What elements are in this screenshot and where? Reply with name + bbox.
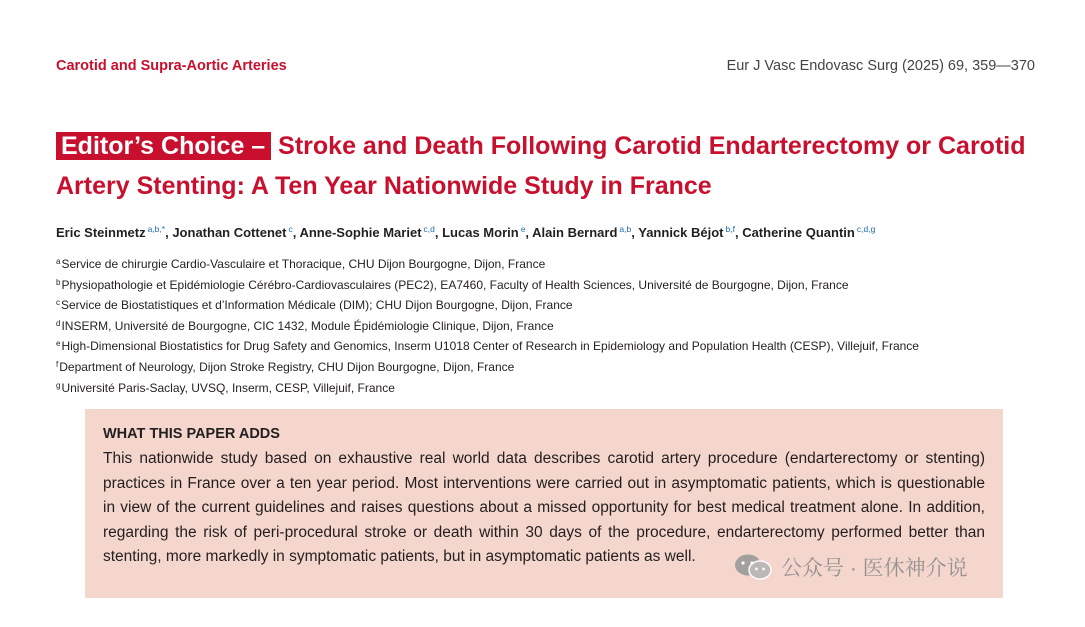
author-affil-ref[interactable]: e xyxy=(520,224,526,234)
affiliation-item: $^c$Service de Biostatistiques et d’Information Médicale (DIM); CHU Dijon Bourgogne, Dijon, France xyxy=(56,298,573,313)
author-affil-ref[interactable]: a,b xyxy=(619,224,632,234)
author[interactable]: Anne-Sophie Mariet $^{c,d}$ xyxy=(299,224,435,240)
article-title xyxy=(56,126,1046,206)
editors-choice-badge: Editor’s Choice – xyxy=(56,132,271,160)
journal-section: Carotid and Supra-Aortic Arteries xyxy=(56,58,287,74)
author-affil-ref[interactable]: c xyxy=(288,224,293,234)
affiliation-list xyxy=(56,253,1056,397)
box-body: This nationwide study based on exhaustive real world data describes carotid artery procedure (endarterectomy or stenting) practices in France over a ten year period. Most interventions were carried out in asymptomatic patients, which is questionable in view of the current guidelines and raises questions about a missed opportunity for best medical treatment alone. In addition, regarding the risk of peri-procedural stroke or death within 30 days of the procedure, endarterectomy performed better than stenting, more markedly in symptomatic patients, but in asymptomatic patients as well. xyxy=(103,450,985,565)
author[interactable]: Alain Bernard $^{a,b}$ xyxy=(532,224,632,240)
affiliation-item: $^f$Department of Neurology, Dijon Stroke Registry, CHU Dijon Bourgogne, Dijon, France xyxy=(56,359,515,374)
affiliation-item: $^d$INSERM, Université de Bourgogne, CIC 1432, Module Épidémiologie Clinique, Dijon, France xyxy=(56,318,554,333)
affiliation-item: $^a$Service de chirurgie Cardio-Vasculaire et Thoracique, CHU Dijon Bourgogne, Dijon, France xyxy=(56,257,546,271)
author[interactable]: Eric Steinmetz $^{a,b,*}$ xyxy=(56,224,166,240)
affiliation-item: $^b$Physiopathologie et Epidémiologie Cérébro-Cardiovasculaires (PEC2), EA7460, Faculty of Health Sciences, Université de Bourgogne, Dijon, France xyxy=(56,277,849,292)
author[interactable]: Lucas Morin $^e$ xyxy=(442,224,526,240)
journal-citation: Eur J Vasc Endovasc Surg (2025) 69, 359—370 xyxy=(726,58,1035,74)
wechat-icon xyxy=(731,552,775,582)
author-list: Eric Steinmetz $^{a,b,*}$, Jonathan Cottenet $^c$, Anne-Sophie Mariet $^{c,d}$, Lucas Morin $^e$, Alain Bernard $^{a,b}$, Yannick Béjot $^{b,f}$, Catherine Quantin $^{c,d,g}$ xyxy=(56,224,876,240)
author[interactable]: Catherine Quantin $^{c,d,g}$ xyxy=(742,224,876,240)
watermark xyxy=(731,552,968,582)
affiliation-item: $^e$High-Dimensional Biostatistics for Drug Safety and Genomics, Inserm U1018 Center of Research in Epidemiology and Population Health (CESP), Villejuif, France xyxy=(56,339,919,354)
box-heading: WHAT THIS PAPER ADDS xyxy=(103,426,280,442)
affiliation-item: $^g$Université Paris-Saclay, UVSQ, Inserm, CESP, Villejuif, France xyxy=(56,380,395,395)
author[interactable]: Yannick Béjot $^{b,f}$ xyxy=(638,224,735,240)
author-affil-ref[interactable]: c,d xyxy=(423,224,435,234)
author-affil-ref[interactable]: c,d,g xyxy=(856,224,876,234)
article-title-text: Stroke and Death Following Carotid Endarterectomy or Carotid Artery Stenting: A Ten Year Nationwide Study in France xyxy=(56,132,1026,200)
watermark-text: 公众号 · 医休神介说 xyxy=(781,557,968,580)
author-affil-ref[interactable]: a,b,* xyxy=(147,224,166,234)
author[interactable]: Jonathan Cottenet $^c$ xyxy=(172,224,293,240)
author-affil-ref[interactable]: b,f xyxy=(725,224,735,234)
